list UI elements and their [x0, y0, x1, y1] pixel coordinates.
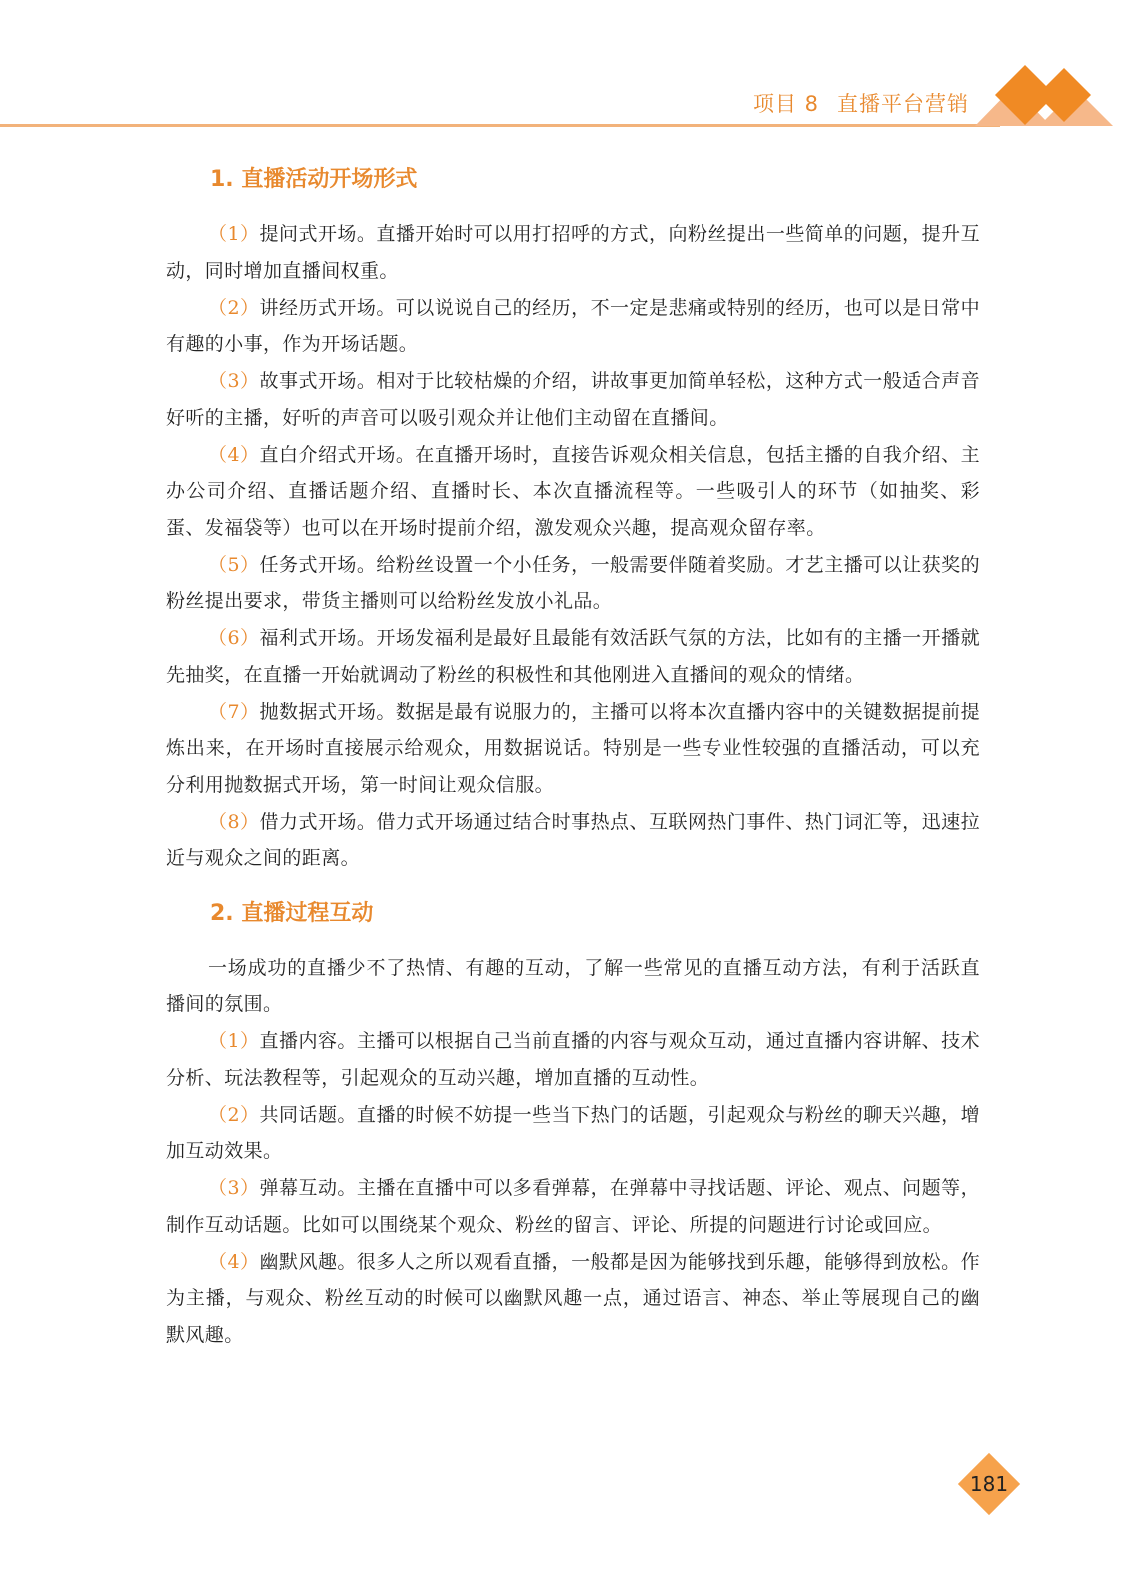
paragraph [166, 437, 980, 547]
paragraph-text: 弹幕互动。主播在直播中可以多看弹幕，在弹幕中寻找话题、评论、观点、问题等，制作互动话题。比如可以围绕某个观众、粉丝的留言、评论、所提的问题进行讨论或回应。 [166, 1177, 980, 1236]
paragraph [166, 620, 980, 693]
paragraph [166, 1023, 980, 1096]
paragraph [166, 1244, 980, 1354]
item-number: （3） [208, 370, 260, 392]
item-number: （1） [208, 1030, 260, 1052]
paragraph [166, 547, 980, 620]
item-number: （7） [208, 700, 260, 723]
paragraph [166, 694, 980, 804]
running-header [753, 88, 969, 118]
section-title-1: 1. 直播活动开场形式 [210, 167, 418, 192]
paragraph-text: 福利式开场。开场发福利是最好且最能有效活跃气氛的方法，比如有的主播一开播就先抽奖，在直播一开始就调动了粉丝的积极性和其他刚进入直播间的观众的情绪。 [166, 627, 980, 686]
item-number: （8） [208, 810, 260, 833]
paragraph-text: 讲经历式开场。可以说说自己的经历，不一定是悲痛或特别的经历，也可以是日常中有趣的小事，作为开场话题。 [166, 296, 980, 355]
paragraph [166, 1097, 980, 1170]
item-number: （2） [208, 1103, 260, 1126]
section-title-2: 2. 直播过程互动 [210, 900, 374, 926]
paragraph-text: 借力式开场。借力式开场通过结合时事热点、互联网热门事件、热门词汇等，迅速拉近与观众之间的距离。 [166, 810, 980, 869]
paragraph-text: 共同话题。直播的时候不妨提一些当下热门的话题，引起观众与粉丝的聊天兴趣，增加互动效果。 [166, 1103, 980, 1162]
paragraph-text: 任务式开场。给粉丝设置一个小任务，一般需要伴随着奖励。才艺主播可以让获奖的粉丝提出要求，带货主播则可以给粉丝发放小礼品。 [166, 553, 980, 612]
project-label: 项目 8 [752, 92, 819, 116]
paragraph [166, 290, 980, 363]
main-content [166, 160, 980, 1354]
chapter-title: 直播平台营销 [837, 92, 969, 116]
page-number-badge [957, 1452, 1021, 1516]
header-rule [0, 124, 1000, 127]
paragraph [166, 363, 980, 436]
paragraph [166, 216, 980, 289]
paragraph-text: 抛数据式开场。数据是最有说服力的，主播可以将本次直播内容中的关键数据提前提炼出来，在开场时直接展示给观众，用数据说话。特别是一些专业性较强的直播活动，可以充分利用抛数据式开场，第一时间让观众信服。 [166, 700, 980, 796]
page-number: 181 [969, 1472, 1009, 1496]
item-number: （4） [208, 443, 260, 466]
paragraph-text: 直白介绍式开场。在直播开场时，直接告诉观众相关信息，包括主播的自我介绍、主办公司介绍、直播话题介绍、直播时长、本次直播流程等。一些吸引人的环节（如抽奖、彩蛋、发福袋等）也可以在开场时提前介绍，激发观众兴趣，提高观众留存率。 [166, 443, 980, 539]
paragraph-text: 直播内容。主播可以根据自己当前直播的内容与观众互动，通过直播内容讲解、技术分析、玩法教程等，引起观众的互动兴趣，增加直播的互动性。 [166, 1030, 980, 1089]
page-header [0, 0, 1127, 140]
item-number: （2） [208, 296, 260, 319]
header-diamond-decoration [975, 65, 1115, 127]
paragraph [166, 1170, 980, 1243]
intro-paragraph: 一场成功的直播少不了热情、有趣的互动，了解一些常见的直播互动方法，有利于活跃直播间的氛围。 [166, 956, 980, 1015]
paragraph-text: 故事式开场。相对于比较枯燥的介绍，讲故事更加简单轻松，这种方式一般适合声音好听的主播，好听的声音可以吸引观众并让他们主动留在直播间。 [166, 370, 980, 429]
paragraph [166, 804, 980, 877]
paragraph-text: 提问式开场。直播开始时可以用打招呼的方式，向粉丝提出一些简单的问题，提升互动，同时增加直播间权重。 [166, 223, 980, 282]
item-number: （5） [208, 553, 260, 576]
paragraph-text: 幽默风趣。很多人之所以观看直播，一般都是因为能够找到乐趣，能够得到放松。作为主播，与观众、粉丝互动的时候可以幽默风趣一点，通过语言、神态、举止等展现自己的幽默风趣。 [166, 1250, 980, 1346]
item-number: （3） [208, 1177, 260, 1199]
item-number: （6） [208, 627, 260, 649]
item-number: （1） [208, 223, 260, 245]
item-number: （4） [208, 1250, 260, 1273]
